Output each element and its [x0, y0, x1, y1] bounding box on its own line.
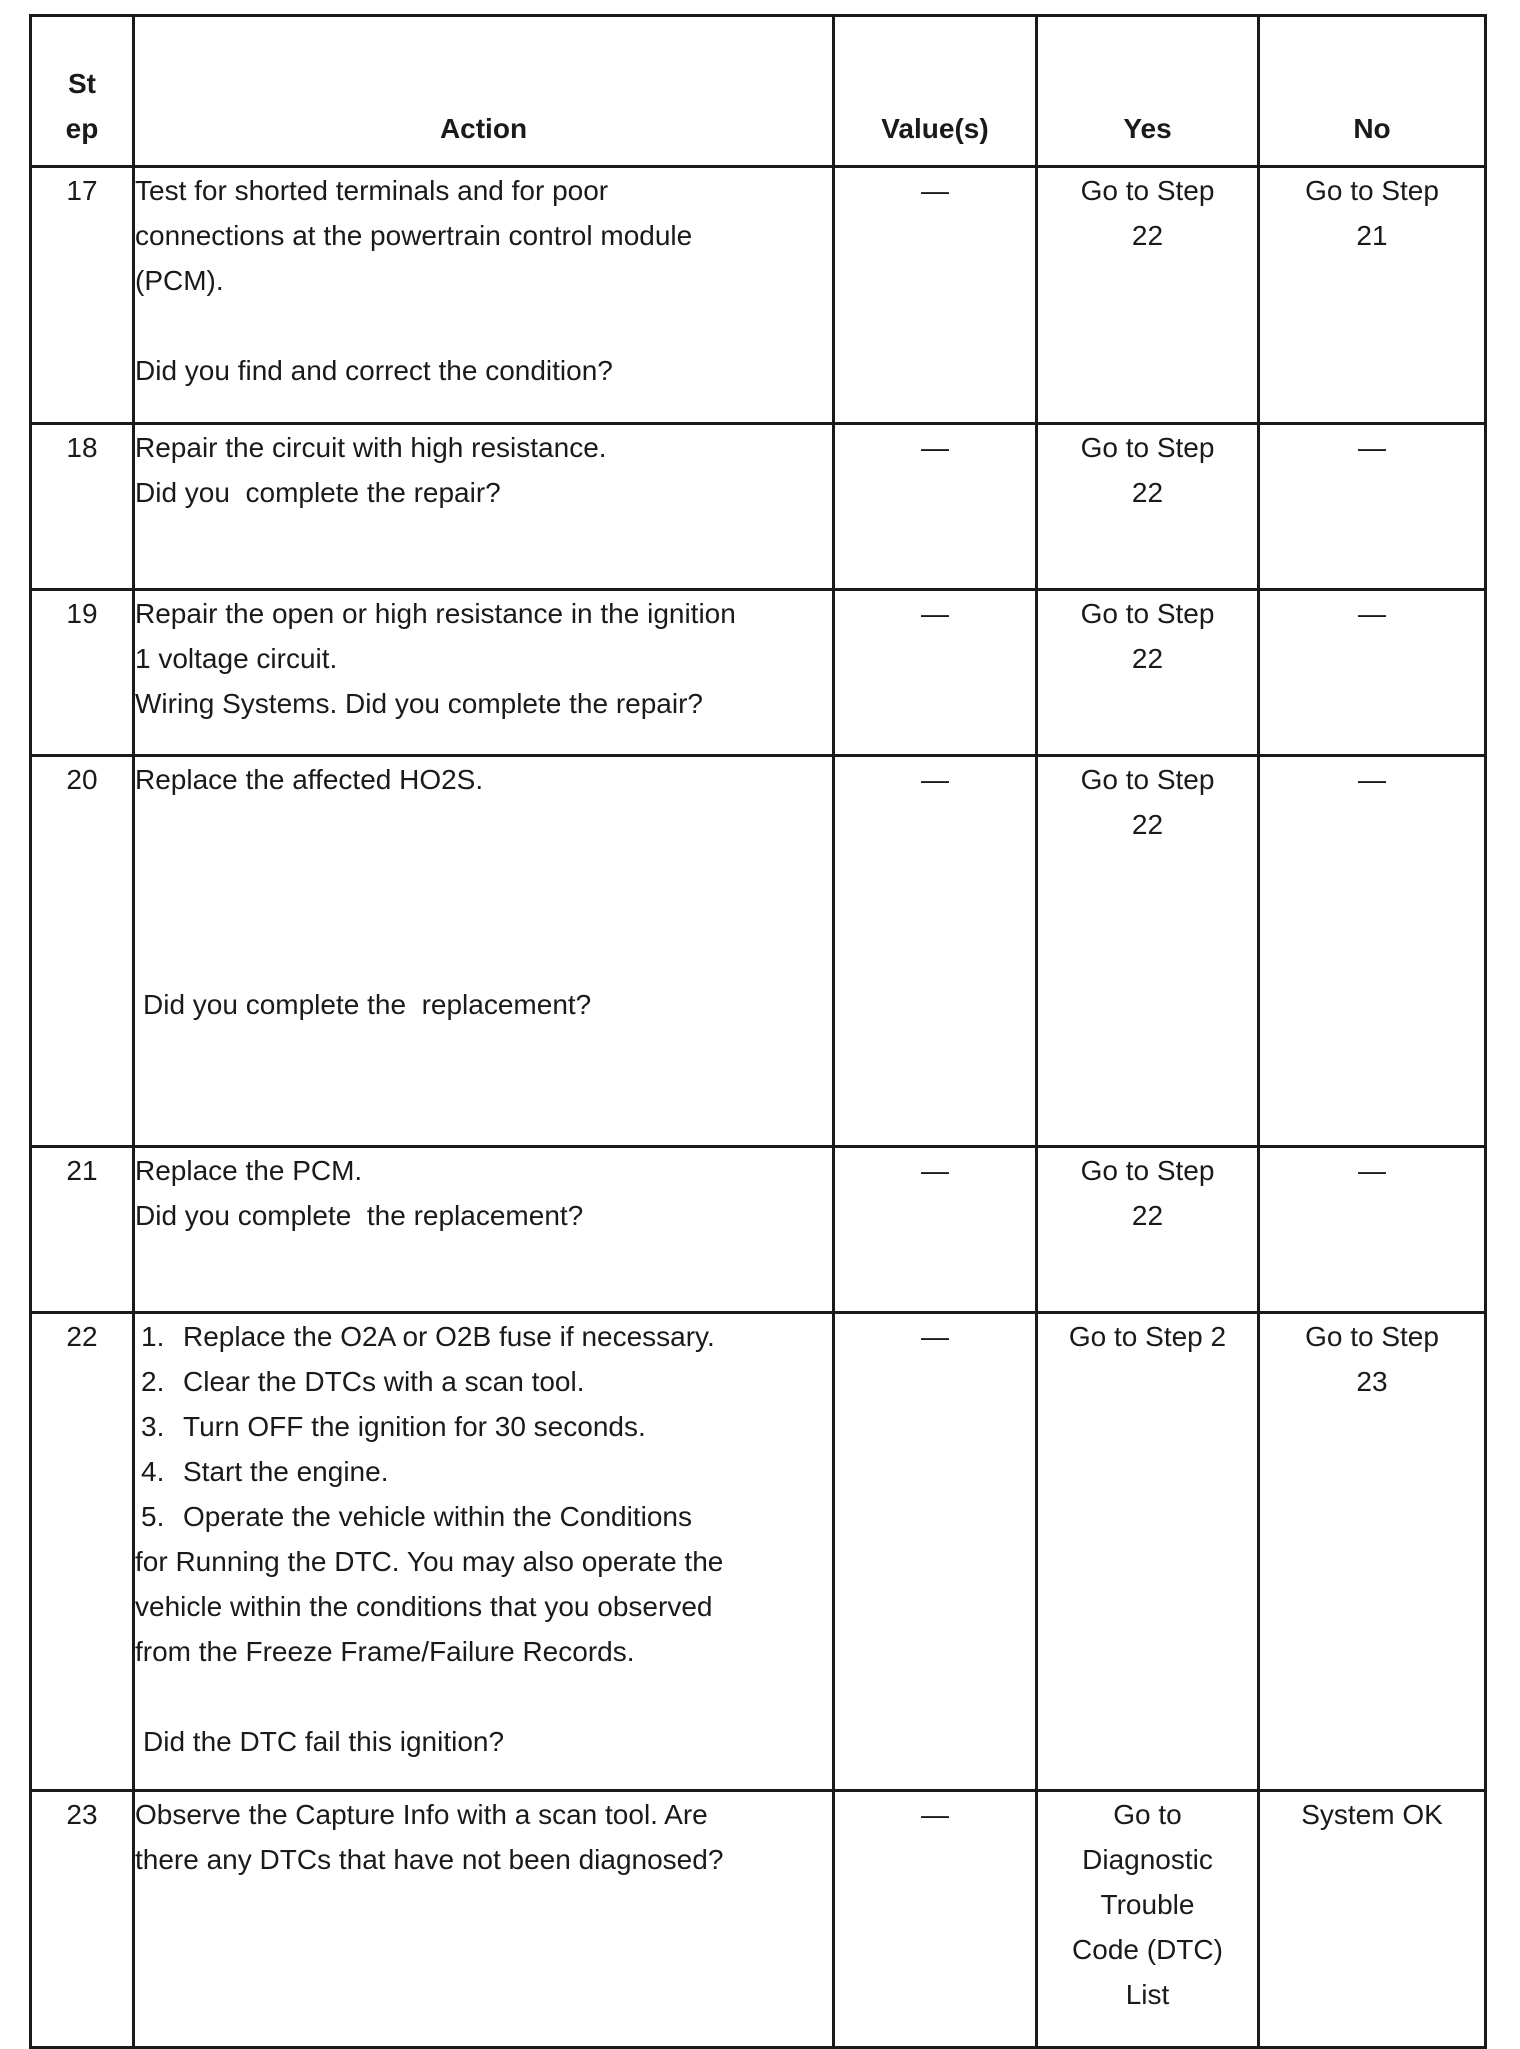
yes-cell — [1037, 167, 1259, 424]
action-line: Repair the open or high resistance in the ignition — [135, 598, 736, 629]
yes-text: Go to Step 22 — [1080, 175, 1215, 251]
action-line: connections at the powertrain control module — [135, 220, 693, 251]
header-yes: Yes — [1037, 16, 1259, 167]
action-line: Did you complete the repair? — [135, 477, 501, 508]
step-number: 18 — [31, 424, 134, 590]
list-text: Start the engine. — [183, 1456, 389, 1487]
action-line: Replace the PCM. — [135, 1155, 363, 1186]
action-cell — [134, 167, 834, 424]
list-number: 3. — [141, 1411, 165, 1442]
no-text: — — [1358, 1155, 1386, 1186]
value-cell: — — [834, 167, 1037, 424]
header-values: Value(s) — [834, 16, 1037, 167]
no-text: — — [1358, 598, 1386, 629]
no-text: — — [1358, 432, 1386, 463]
header-step-label: St ep — [65, 68, 99, 144]
procedure-list — [135, 1314, 832, 1539]
no-cell — [1259, 167, 1486, 424]
step-number: 21 — [31, 1147, 134, 1313]
step-number: 22 — [31, 1313, 134, 1791]
list-number: 2. — [141, 1366, 165, 1397]
list-number: 1. — [141, 1321, 165, 1352]
yes-cell — [1037, 1313, 1259, 1791]
list-number: 5. — [141, 1501, 165, 1532]
list-item — [135, 1404, 832, 1449]
value-cell: — — [834, 590, 1037, 756]
no-text: — — [1358, 764, 1386, 795]
table-row — [31, 1147, 1486, 1313]
table-row — [31, 1791, 1486, 2048]
yes-text: Go to Step 22 — [1080, 432, 1215, 508]
header-no: No — [1259, 16, 1486, 167]
action-line: Repair the circuit with high resistance. — [135, 432, 607, 463]
action-line: Wiring Systems. Did you complete the repair? — [135, 688, 703, 719]
value-cell: — — [834, 1791, 1037, 2048]
yes-cell — [1037, 590, 1259, 756]
list-text: Replace the O2A or O2B fuse if necessary. — [183, 1321, 715, 1352]
action-line: Did you complete the replacement? — [135, 1200, 584, 1231]
action-cell — [134, 1791, 834, 2048]
no-text: System OK — [1301, 1799, 1443, 1830]
table-row — [31, 424, 1486, 590]
yes-text: Go to Step 22 — [1080, 764, 1215, 840]
action-question: Did you find and correct the condition? — [135, 355, 613, 386]
step-number: 23 — [31, 1791, 134, 2048]
list-number: 4. — [141, 1456, 165, 1487]
no-cell — [1259, 1313, 1486, 1791]
no-cell — [1259, 424, 1486, 590]
table-row — [31, 756, 1486, 1147]
list-item — [135, 1494, 832, 1539]
action-question: Did you complete the replacement? — [143, 989, 592, 1020]
yes-cell — [1037, 1791, 1259, 2048]
diagnostic-table — [29, 14, 1487, 2049]
value-cell: — — [834, 424, 1037, 590]
action-line: (PCM). — [135, 265, 224, 296]
header-step — [31, 16, 134, 167]
list-text: Turn OFF the ignition for 30 seconds. — [183, 1411, 646, 1442]
yes-text: Go to Diagnostic Trouble Code (DTC) List — [1072, 1799, 1223, 2010]
yes-cell — [1037, 424, 1259, 590]
no-text: Go to Step 21 — [1305, 175, 1439, 251]
action-line: 1 voltage circuit. — [135, 643, 338, 674]
header-action: Action — [134, 16, 834, 167]
yes-text: Go to Step 2 — [1068, 1321, 1227, 1352]
action-line: there any DTCs that have not been diagnosed? — [135, 1844, 724, 1875]
table-row — [31, 167, 1486, 424]
no-cell — [1259, 1791, 1486, 2048]
action-line: for Running the DTC. You may also operate the — [135, 1546, 724, 1577]
header-row — [31, 16, 1486, 167]
no-text: Go to Step 23 — [1305, 1321, 1439, 1397]
yes-cell — [1037, 1147, 1259, 1313]
action-line: from the Freeze Frame/Failure Records. — [135, 1636, 635, 1667]
action-question: Did the DTC fail this ignition? — [143, 1726, 505, 1757]
action-line: Observe the Capture Info with a scan tool. Are — [135, 1799, 708, 1830]
step-number: 20 — [31, 756, 134, 1147]
value-cell: — — [834, 1313, 1037, 1791]
yes-text: Go to Step 22 — [1080, 1155, 1215, 1231]
table-row — [31, 590, 1486, 756]
no-cell — [1259, 1147, 1486, 1313]
no-cell — [1259, 756, 1486, 1147]
list-item — [135, 1314, 832, 1359]
list-item — [135, 1359, 832, 1404]
value-cell: — — [834, 756, 1037, 1147]
step-number: 17 — [31, 167, 134, 424]
value-cell: — — [834, 1147, 1037, 1313]
yes-text: Go to Step 22 — [1080, 598, 1215, 674]
action-cell — [134, 424, 834, 590]
action-line: Test for shorted terminals and for poor — [135, 175, 609, 206]
step-number: 19 — [31, 590, 134, 756]
no-cell — [1259, 590, 1486, 756]
table-row — [31, 1313, 1486, 1791]
action-cell — [134, 756, 834, 1147]
list-text: Operate the vehicle within the Conditions — [183, 1501, 692, 1532]
yes-cell — [1037, 756, 1259, 1147]
list-text: Clear the DTCs with a scan tool. — [183, 1366, 585, 1397]
action-line: vehicle within the conditions that you observed — [135, 1591, 713, 1622]
action-cell — [134, 1313, 834, 1791]
action-cell — [134, 1147, 834, 1313]
action-line: Replace the affected HO2S. — [135, 764, 484, 795]
action-cell — [134, 590, 834, 756]
list-item — [135, 1449, 832, 1494]
